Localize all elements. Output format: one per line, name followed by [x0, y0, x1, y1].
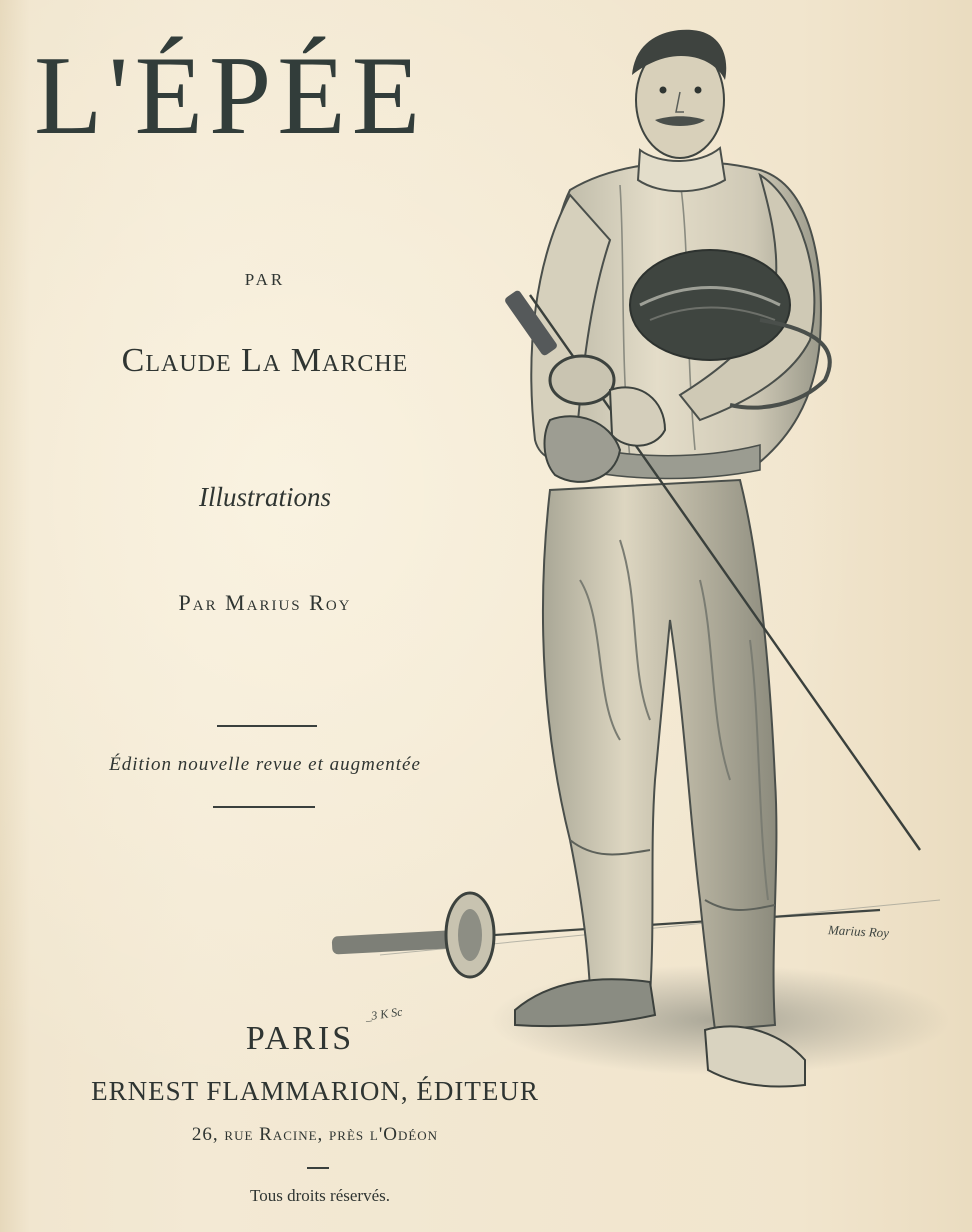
artist-signature: Marius Roy [827, 922, 890, 941]
fencer-illustration [320, 20, 960, 1110]
engraver-mark: _3 K Sc [364, 1004, 404, 1024]
divider-top [217, 725, 317, 727]
book-title: L'ÉPÉE [34, 34, 427, 158]
publisher-address: 26, rue Racine, près l'Odéon [191, 1124, 439, 1145]
rights-notice: Tous droits réservés. [250, 1186, 390, 1205]
byline-prefix: PAR [244, 270, 286, 289]
illustrations-label: Illustrations [198, 482, 332, 512]
illustrator-line: Par Marius Roy [178, 590, 352, 615]
publication-city: PARIS [245, 1020, 355, 1057]
publisher-name: ERNEST FLAMMARION, ÉDITEUR [91, 1076, 539, 1106]
divider-small [307, 1167, 329, 1169]
author-name: Claude La Marche [121, 342, 409, 379]
edition-note: Édition nouvelle revue et augmentée [109, 754, 421, 775]
divider-bottom [213, 806, 315, 808]
